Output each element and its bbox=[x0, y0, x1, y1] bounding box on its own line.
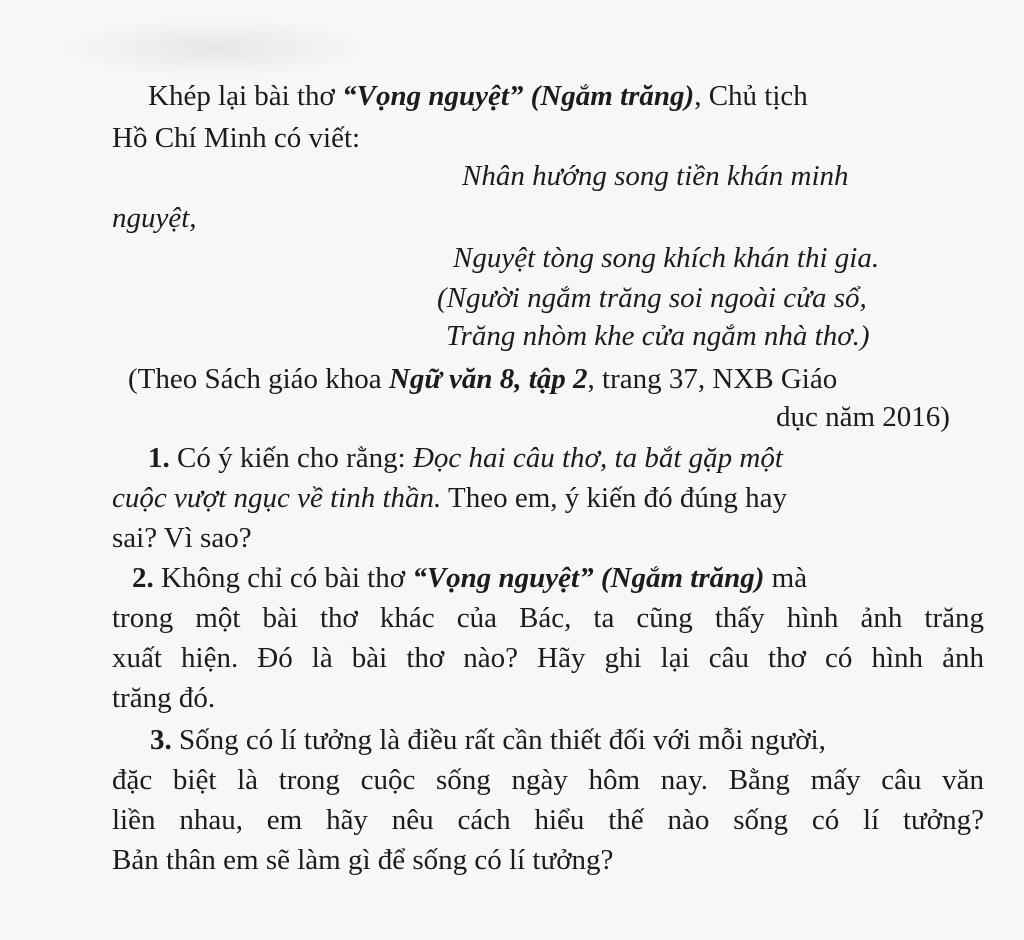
intro-text: Khép lại bài thơ bbox=[148, 80, 343, 112]
intro-line-1: Khép lại bài thơ “Vọng nguyệt” (Ngắm trăng), Chủ tịch bbox=[148, 80, 808, 112]
question-3-number: 3. bbox=[150, 724, 172, 756]
poem-translation: (Ngắm trăng) bbox=[530, 80, 695, 112]
question-2-line-2: trong một bài thơ khác của Bác, ta cũng thấy hình ảnh trăng bbox=[112, 602, 984, 634]
poem-line-1: Nhân hướng song tiền khán minh bbox=[462, 160, 849, 192]
poem-translation-2: Trăng nhòm khe cửa ngắm nhà thơ.) bbox=[446, 320, 870, 352]
poem-translation-1: (Người ngắm trăng soi ngoài cửa sổ, bbox=[437, 282, 867, 314]
question-1-line-3: sai? Vì sao? bbox=[112, 522, 252, 554]
source-line-2: dục năm 2016) bbox=[776, 401, 950, 433]
question-3-line-4: Bản thân em sẽ làm gì để sống có lí tưởng? bbox=[112, 844, 614, 876]
question-3-line-3: liền nhau, em hãy nêu cách hiểu thế nào sống có lí tưởng? bbox=[112, 804, 984, 836]
question-1-line-2: cuộc vượt ngục về tinh thần. Theo em, ý kiến đó đúng hay bbox=[112, 482, 788, 514]
question-3-line-2: đặc biệt là trong cuộc sống ngày hôm nay. Bằng mấy câu văn bbox=[112, 764, 984, 796]
question-2-number: 2. bbox=[132, 562, 154, 594]
intro-line-2: Hồ Chí Minh có viết: bbox=[112, 122, 361, 154]
poem-line-1-wrap: nguyệt, bbox=[112, 202, 197, 234]
question-2-line-1: 2. Không chỉ có bài thơ “Vọng nguyệt” (Ngắm trăng) mà bbox=[132, 562, 808, 594]
question-2-line-3: xuất hiện. Đó là bài thơ nào? Hãy ghi lại câu thơ có hình ảnh bbox=[112, 642, 984, 674]
question-2-line-4: trăng đó. bbox=[112, 682, 216, 714]
question-3-line-1: 3. Sống có lí tưởng là điều rất cần thiết đối với mỗi người, bbox=[150, 724, 826, 756]
question-1-line-1: 1. Có ý kiến cho rằng: Đọc hai câu thơ, ta bắt gặp một bbox=[148, 442, 783, 474]
question-1-number: 1. bbox=[148, 442, 170, 474]
poem-line-2: Nguyệt tòng song khích khán thi gia. bbox=[453, 242, 880, 274]
scan-smudge bbox=[60, 18, 370, 78]
poem-title: “Vọng nguyệt” bbox=[342, 80, 524, 112]
source-line-1: (Theo Sách giáo khoa Ngữ văn 8, tập 2, trang 37, NXB Giáo bbox=[128, 363, 838, 395]
book-title: Ngữ văn 8, tập 2 bbox=[388, 363, 588, 395]
